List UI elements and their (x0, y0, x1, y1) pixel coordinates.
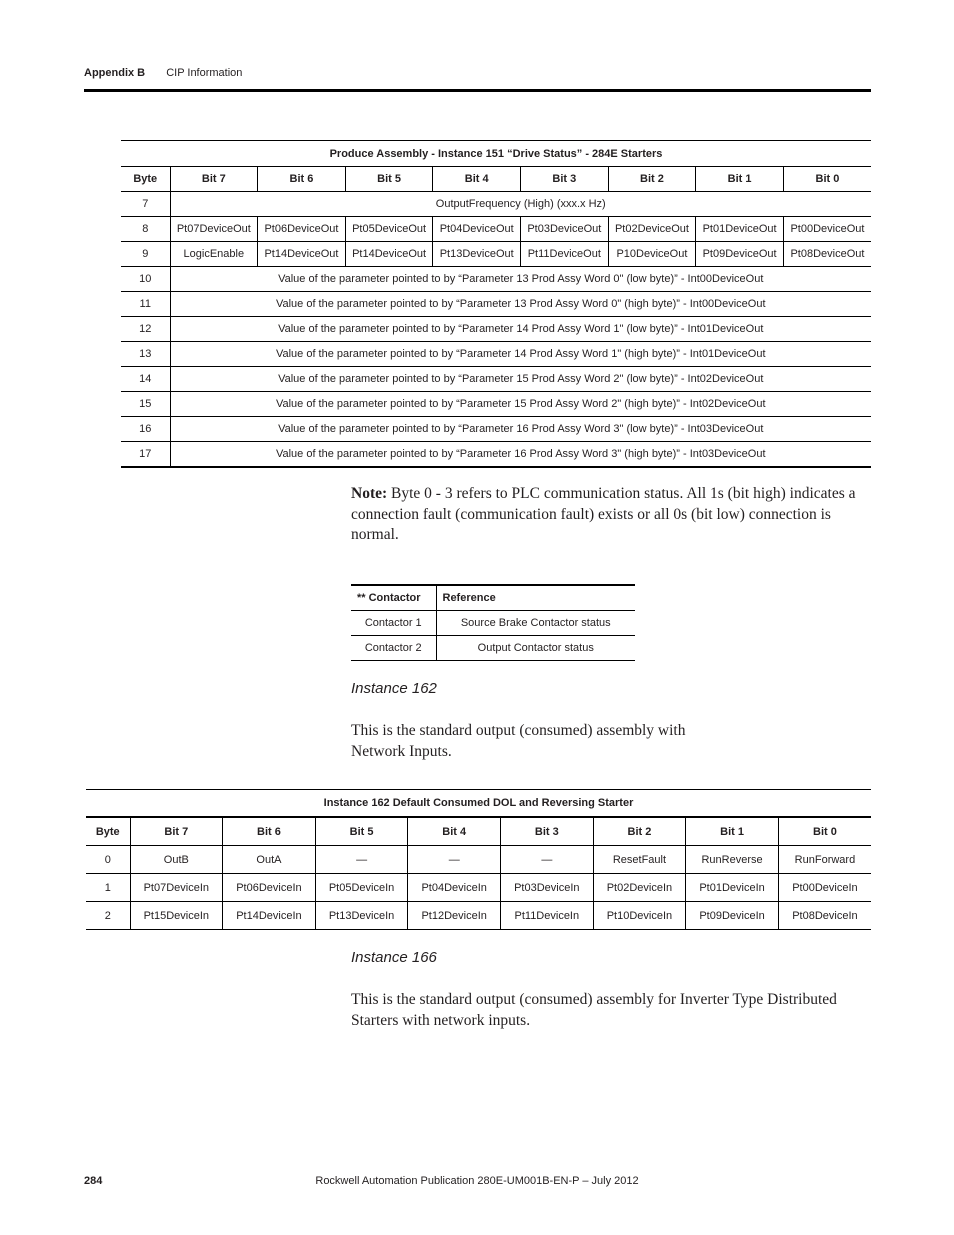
reference-cell: Source Brake Contactor status (436, 611, 635, 636)
bit-cell: P10DeviceOut (608, 242, 696, 267)
bit-cell: RunForward (778, 846, 871, 874)
bit-cell: Pt04DeviceOut (433, 217, 521, 242)
bit-cell: Pt06DeviceOut (258, 217, 346, 242)
bit-cell: OutA (223, 846, 316, 874)
bit-cell: Pt01DeviceOut (696, 217, 784, 242)
column-header: Bit 7 (170, 167, 258, 192)
column-header: ** Contactor (351, 585, 436, 611)
bit-cell: Pt13DeviceOut (433, 242, 521, 267)
column-header: Bit 1 (686, 817, 779, 846)
bit-cell: Pt15DeviceIn (130, 902, 223, 930)
column-header: Bit 7 (130, 817, 223, 846)
byte-cell: 7 (121, 192, 170, 217)
publication-footer: Rockwell Automation Publication 280E-UM001B-EN-P – July 2012 (315, 1175, 639, 1187)
table-title: Produce Assembly - Instance 151 “Drive Status” - 284E Starters (121, 141, 871, 167)
table-row (121, 392, 871, 417)
byte-cell: 15 (121, 392, 170, 417)
column-header: Bit 0 (778, 817, 871, 846)
bit-cell: Pt02DeviceOut (608, 217, 696, 242)
bit-cell: Pt08DeviceIn (778, 902, 871, 930)
span-cell: Value of the parameter pointed to by “Parameter 13 Prod Assy Word 0" (low byte)” - Int00DeviceOut (170, 267, 871, 292)
table-row (86, 902, 871, 930)
bit-cell: — (408, 846, 501, 874)
byte-cell: 1 (86, 874, 130, 902)
span-cell: Value of the parameter pointed to by “Parameter 13 Prod Assy Word 0" (high byte)” - Int00DeviceOut (170, 292, 871, 317)
column-header: Bit 3 (501, 817, 594, 846)
note-label: Note: (351, 485, 388, 502)
bit-cell: Pt07DeviceOut (170, 217, 258, 242)
bit-cell: Pt14DeviceOut (345, 242, 433, 267)
table-row (86, 846, 871, 874)
column-header: Bit 6 (258, 167, 346, 192)
column-header: Byte (121, 167, 170, 192)
byte-cell: 2 (104, 909, 111, 922)
bit-cell: Pt06DeviceIn (223, 874, 316, 902)
bit-cell: Pt03DeviceIn (501, 874, 594, 902)
instance-166-heading: Instance 166 (351, 949, 437, 966)
instance-162-table (86, 789, 871, 930)
bit-cell: Pt12DeviceIn (408, 902, 501, 930)
bit-cell: Pt00DeviceIn (778, 874, 871, 902)
table-row (121, 217, 871, 242)
bit-cell: Pt03DeviceOut (521, 217, 609, 242)
bit-cell: Pt08DeviceOut (783, 242, 871, 267)
byte-cell: 14 (121, 367, 170, 392)
column-header: Bit 3 (521, 167, 609, 192)
appendix-title: CIP Information (166, 67, 243, 79)
header-rule (84, 89, 871, 92)
column-header: Bit 2 (608, 167, 696, 192)
bit-cell: Pt01DeviceIn (686, 874, 779, 902)
byte-cell: 10 (121, 267, 170, 292)
bit-cell: Pt00DeviceOut (783, 217, 871, 242)
instance-166-paragraph: This is the standard output (consumed) assembly for Inverter Type Distributed Starters with network inputs. (351, 991, 837, 1029)
bit-cell: Pt13DeviceIn (315, 902, 408, 930)
byte-cell: 16 (121, 417, 170, 442)
bit-cell: — (501, 846, 594, 874)
page-number: 284 (84, 1175, 103, 1187)
bit-cell: Pt14DeviceOut (258, 242, 346, 267)
bit-cell: LogicEnable (170, 242, 258, 267)
table-row (121, 267, 871, 292)
column-header: Bit 1 (696, 167, 784, 192)
column-header: Bit 0 (783, 167, 871, 192)
bit-cell: ResetFault (593, 846, 686, 874)
bit-cell: Pt09DeviceIn (686, 902, 779, 930)
bit-cell: Pt14DeviceIn (223, 902, 316, 930)
span-cell: Value of the parameter pointed to by “Parameter 14 Prod Assy Word 1" (high byte)” - Int01DeviceOut (170, 342, 871, 367)
byte-cell: 12 (121, 317, 170, 342)
span-cell: OutputFrequency (High) (xxx.x Hz) (170, 192, 871, 217)
column-header: Bit 5 (345, 167, 433, 192)
bit-cell: Pt11DeviceOut (521, 242, 609, 267)
bit-cell: Pt04DeviceIn (408, 874, 501, 902)
column-header: Bit 6 (223, 817, 316, 846)
table-row (121, 367, 871, 392)
column-header: Bit 5 (315, 817, 408, 846)
bit-cell: Pt05DeviceIn (315, 874, 408, 902)
bit-cell: OutB (130, 846, 223, 874)
produce-assembly-151-table (121, 140, 871, 468)
appendix-label: Appendix B (84, 67, 146, 79)
byte-cell: 9 (121, 242, 170, 267)
table-row (121, 417, 871, 442)
contactor-table (351, 584, 635, 661)
table-row (351, 611, 635, 636)
byte-cell: 8 (121, 217, 170, 242)
column-header: Bit 4 (433, 167, 521, 192)
table-row (121, 442, 871, 468)
span-cell: Value of the parameter pointed to by “Parameter 16 Prod Assy Word 3" (high byte)” - Int03DeviceOut (170, 442, 871, 468)
bit-cell: RunReverse (686, 846, 779, 874)
byte-cell: 0 (86, 846, 130, 874)
contactor-cell: Contactor 2 (364, 642, 422, 654)
table-row (121, 292, 871, 317)
table-row (86, 874, 871, 902)
span-cell: Value of the parameter pointed to by “Parameter 14 Prod Assy Word 1" (low byte)” - Int01DeviceOut (170, 317, 871, 342)
table-row (121, 192, 871, 217)
bit-cell: Pt02DeviceIn (593, 874, 686, 902)
column-header: Bit 4 (408, 817, 501, 846)
bit-cell: Pt10DeviceIn (593, 902, 686, 930)
instance-162-paragraph: This is the standard output (consumed) assembly with Network Inputs. (351, 722, 686, 760)
bit-cell: Pt09DeviceOut (696, 242, 784, 267)
running-header (84, 67, 242, 79)
column-header: Byte (86, 817, 130, 846)
table-row (351, 636, 635, 661)
column-header: Bit 2 (593, 817, 686, 846)
byte-cell: 13 (121, 342, 170, 367)
byte-cell: 17 (139, 448, 152, 460)
span-cell: Value of the parameter pointed to by “Parameter 15 Prod Assy Word 2" (high byte)” - Int02DeviceOut (170, 392, 871, 417)
table-title: Instance 162 Default Consumed DOL and Reversing Starter (86, 790, 871, 818)
table-row (121, 317, 871, 342)
note-paragraph (351, 484, 876, 546)
bit-cell: Pt05DeviceOut (345, 217, 433, 242)
column-header: Reference (436, 585, 635, 611)
byte-cell: 11 (121, 292, 170, 317)
table-row (121, 342, 871, 367)
bit-cell: — (315, 846, 408, 874)
table-row (121, 242, 871, 267)
bit-cell: Pt11DeviceIn (501, 902, 594, 930)
span-cell: Value of the parameter pointed to by “Parameter 16 Prod Assy Word 3" (low byte)” - Int03DeviceOut (170, 417, 871, 442)
bit-cell: Pt07DeviceIn (130, 874, 223, 902)
reference-cell: Output Contactor status (436, 636, 635, 661)
span-cell: Value of the parameter pointed to by “Parameter 15 Prod Assy Word 2" (low byte)” - Int02DeviceOut (170, 367, 871, 392)
note-text: Byte 0 - 3 refers to PLC communication status. All 1s (bit high) indicates a connection fault (communication fault) exists or all 0s (bit low) connection is normal. (351, 485, 856, 543)
instance-162-heading: Instance 162 (351, 680, 437, 697)
contactor-cell: Contactor 1 (351, 611, 436, 636)
